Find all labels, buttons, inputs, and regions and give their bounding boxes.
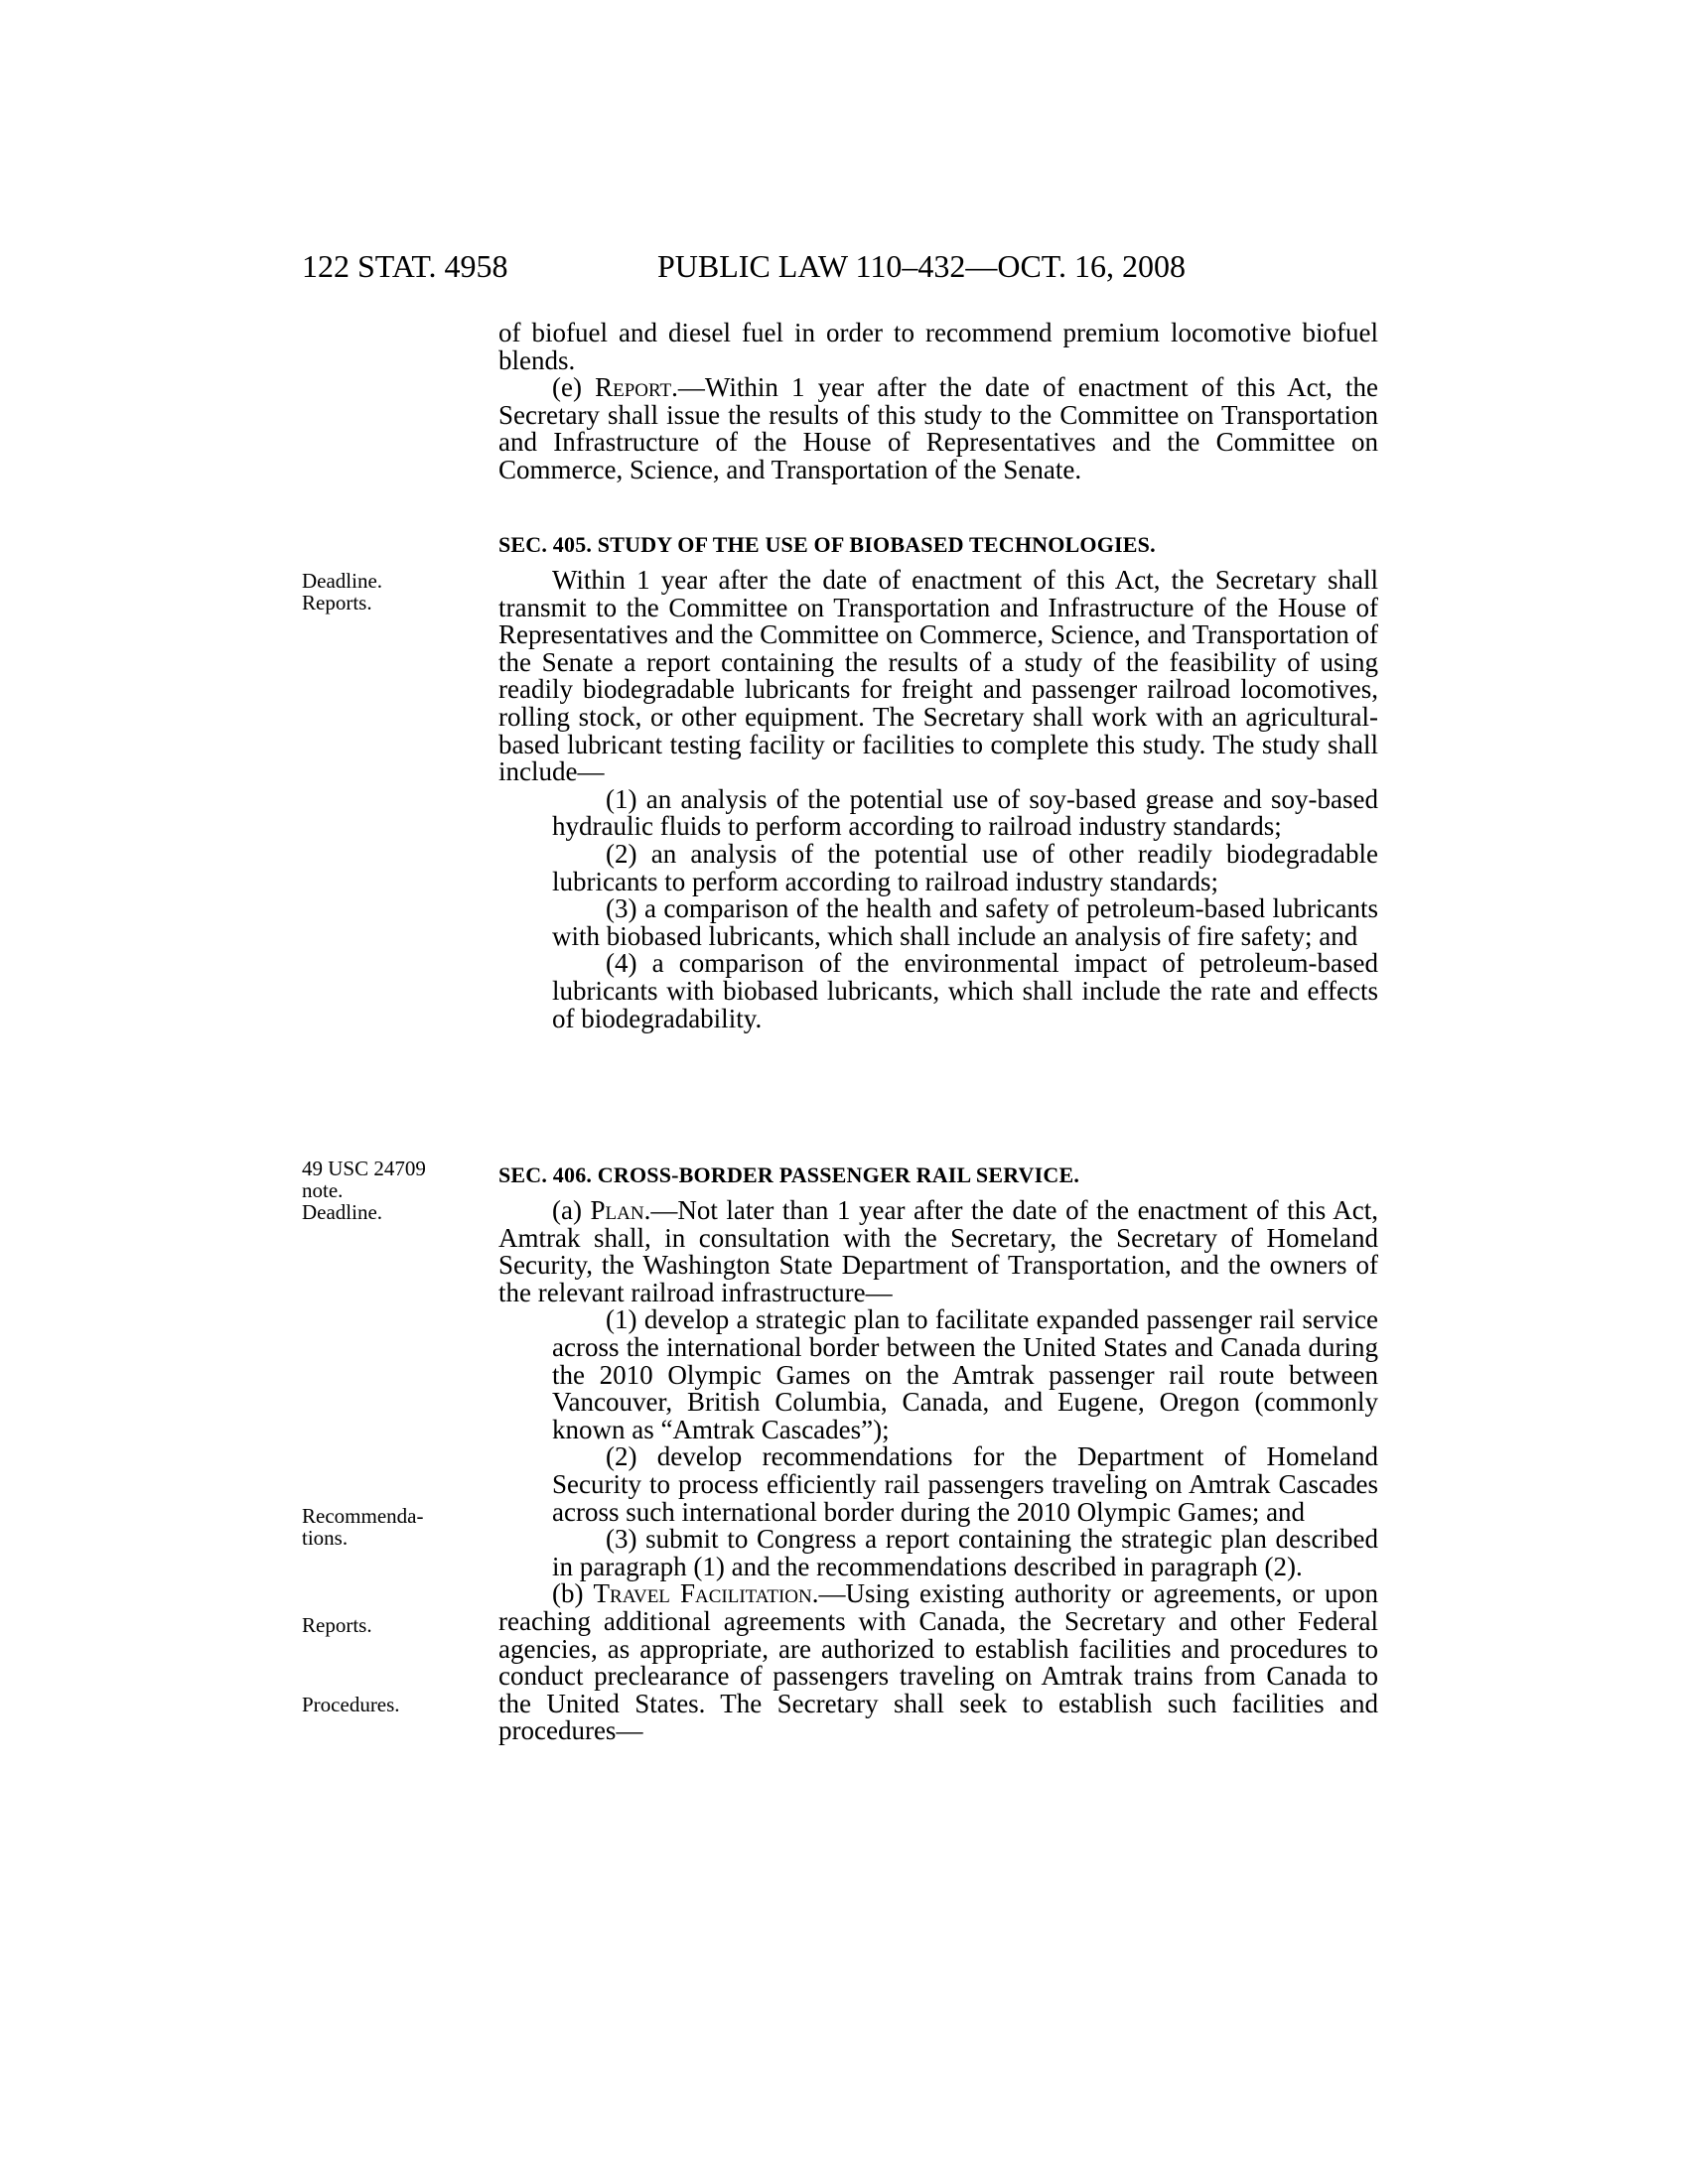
subsection-b: (b) Travel Facilitation.—Using existing authority or agreements, or upon reaching additional agreements with Canada, the Secretary and other Federal agencies, as appropriate, are authorized to establish facilities and procedures to conduct preclearance of passengers traveling on Amtrak trains from Canada to the United States. The Secretary shall seek to establish such facilities and procedures— xyxy=(498,1578,1378,1746)
section-406 xyxy=(498,1161,1378,1189)
body-block-top xyxy=(498,320,1378,484)
section-405 xyxy=(498,531,1378,559)
list-item: (1) an analysis of the potential use of soy-based grease and soy-based hydraulic fluids to perform according to railroad industry standards; xyxy=(552,783,1378,842)
section-406-body xyxy=(498,1197,1378,1745)
margin-note-reports: Reports. xyxy=(302,1613,372,1637)
section-405-intro: Within 1 year after the date of enactment of this Act, the Secretary shall transmit to the Committee on Transportation and Infrastructure of the House of Representatives and the Committee on Commerce, Science, and Transportation of the Senate a report containing the results of a study of the feasibility of using readily biodegradable lubricants for freight and passenger railroad locomotives, rolling stock, or other equipment. The Secretary shall work with an agricultural-based lubricant testing facility or facilities to complete this study. The study shall include— xyxy=(498,565,1378,787)
continuation-paragraph: of biofuel and diesel fuel in order to recommend premium locomotive biofuel blends. xyxy=(498,318,1378,375)
list-item: (1) develop a strategic plan to facilitate expanded passenger rail service across the international border between the United States and Canada during the 2010 Olympic Games on the Amtrak passenger rail route between Vancouver, British Columbia, Canada, and Eugene, Oregon (commonly known as “Amtrak Cascades”); xyxy=(552,1304,1378,1444)
list-item: (4) a comparison of the environmental impact of petroleum-based lubricants with biobased lubricants, which shall include the rate and effects of biodegradability. xyxy=(552,948,1378,1033)
subsection-a: (a) Plan.—Not later than 1 year after the date of the enactment of this Act, Amtrak shall, in consultation with the Secretary, the Secretary of Homeland Security, the Washington State Department of Transportation, and the owners of the relevant railroad infrastructure— xyxy=(498,1195,1379,1307)
stat-page-number: 122 STAT. 4958 xyxy=(302,248,508,284)
section-405-body xyxy=(498,567,1378,1032)
subsection-a-heading: Plan xyxy=(590,1195,644,1225)
margin-note-procedures: Procedures. xyxy=(302,1693,400,1716)
subsection-e-heading: Report xyxy=(595,372,672,403)
list-item: (3) a comparison of the health and safety of petroleum-based lubricants with biobased lubricants, which shall include an analysis of fire safety; and xyxy=(552,893,1378,951)
running-head: PUBLIC LAW 110–432—OCT. 16, 2008 xyxy=(657,248,1186,284)
section-405-heading: SEC. 405. STUDY OF THE USE OF BIOBASED TECHNOLOGIES. xyxy=(498,532,1156,557)
list-item: (2) develop recommendations for the Department of Homeland Security to process efficiently rail passengers traveling on Amtrak Cascades across such international border during the 2010 Olympic Games; and xyxy=(552,1441,1378,1527)
section-406-heading: SEC. 406. CROSS-BORDER PASSENGER RAIL SERVICE. xyxy=(498,1162,1080,1187)
subsection-e: (e) Report.—Within 1 year after the date of enactment of this Act, the Secretary shall issue the results of this study to the Committee on Transportation and Infrastructure of the House of Representatives and the Committee on Commerce, Science, and Transportation of the Senate. xyxy=(498,372,1379,484)
list-item: (2) an analysis of the potential use of other readily biodegradable lubricants to perform according to railroad industry standards; xyxy=(552,838,1378,896)
margin-note-deadline-reports: Deadline. Reports. xyxy=(302,569,383,614)
margin-note-usc: 49 USC 24709 note. Deadline. xyxy=(302,1157,426,1224)
subsection-b-heading: Travel Facilitation xyxy=(593,1578,812,1609)
list-item: (3) submit to Congress a report containing the strategic plan described in paragraph (1) and the recommendations described in paragraph (2). xyxy=(552,1524,1378,1581)
margin-note-recommendations: Recommenda- tions. xyxy=(302,1504,424,1550)
